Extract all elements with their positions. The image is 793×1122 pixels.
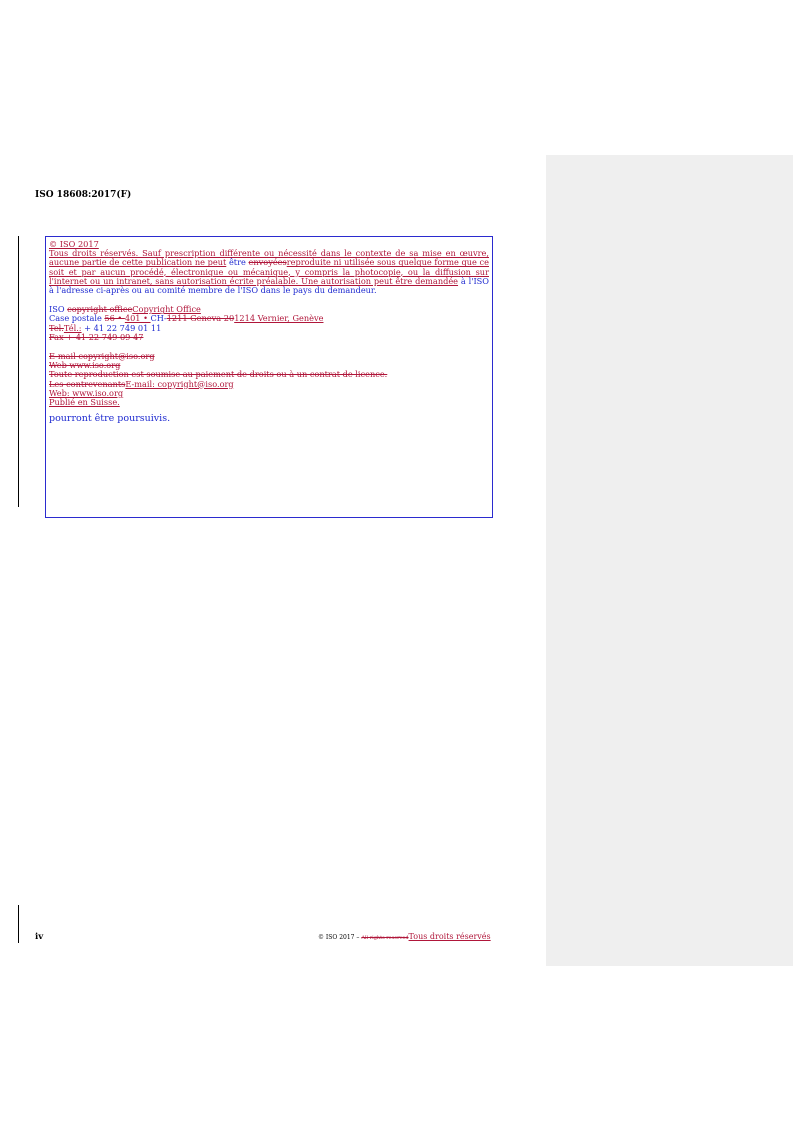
office-plain: ISO (49, 304, 68, 315)
rights-text-inserted-1: Tous droits réservés. Sauf prescription différente ou nécessité dans le contexte de sa mise en œuvre, aucune partie de cette publication ne peut (49, 248, 489, 268)
footer-copyright-plain: © ISO 2017 – (318, 934, 362, 941)
rights-text-deleted-1: envoyées (248, 257, 287, 268)
office-inserted: Copyright Office (132, 304, 201, 315)
web-deleted: Web www.iso.org (49, 360, 121, 371)
contrevenants-deleted: Les contrevenants (49, 378, 126, 389)
fax-line (49, 333, 489, 342)
postal-inserted-1: 401 • (124, 313, 151, 324)
tel-number: + 41 22 749 01 11 (81, 322, 162, 333)
fax-deleted: Fax + 41 22 749 09 47 (49, 331, 144, 342)
rights-text-plain-1: être (226, 257, 249, 268)
contact-block (49, 380, 489, 408)
office-deleted: copyright office (67, 304, 133, 315)
copyright-box (45, 236, 493, 518)
pursuit-line: pourront être poursuivis. (49, 413, 171, 425)
rights-text-plain-2: à l'ISO à l'adresse ci-après ou au comité membre de l'ISO dans le pays du demandeur. (49, 275, 490, 296)
tel-inserted: Tél.: (63, 322, 82, 333)
address-block (49, 305, 489, 342)
footer-copyright-inserted: Tous droits réservés (408, 932, 491, 941)
postal-inserted-2: 1214 Vernier, Genève (234, 313, 324, 324)
postal-deleted-1: 56 • (104, 313, 125, 324)
rights-paragraph (49, 249, 489, 295)
tel-deleted: Tel. (49, 322, 64, 333)
change-bar-footer (18, 905, 19, 943)
footer-copyright (318, 932, 491, 941)
postal-deleted-2: 1211 Geneva 20 (166, 313, 235, 324)
email-inserted: E-mail: copyright@iso.org (125, 378, 234, 389)
email-deleted: E-mail copyright@iso.org (49, 351, 155, 362)
document-id: ISO 18608:2017(F) (35, 190, 132, 200)
reproduction-deleted: Toute reproduction est soumise au paiement de droits ou à un contrat de licence. (49, 369, 388, 380)
postal-plain: Case postale (49, 313, 105, 324)
copyright-year-inserted: © ISO 2017 (49, 239, 99, 249)
page-number: iv (35, 932, 44, 942)
footer-copyright-deleted: All rights reserved (361, 935, 409, 941)
publie-line (49, 398, 489, 407)
postal-plain-2: CH- (150, 313, 167, 324)
comment-pane (546, 155, 793, 966)
publie-inserted: Publié en Suisse. (49, 397, 120, 408)
rights-text-inserted-2: reproduite ni utilisée sous quelque forme que ce soit et par aucun procédé, électronique ou mécanique, y compris la photocopie, ou la diffusion sur l'internet ou un intranet, sans autorisation écrite préalable. Une autorisation peut être demandée (49, 257, 489, 286)
web-inserted: Web: www.iso.org (49, 387, 124, 398)
change-bar-top (18, 236, 19, 507)
